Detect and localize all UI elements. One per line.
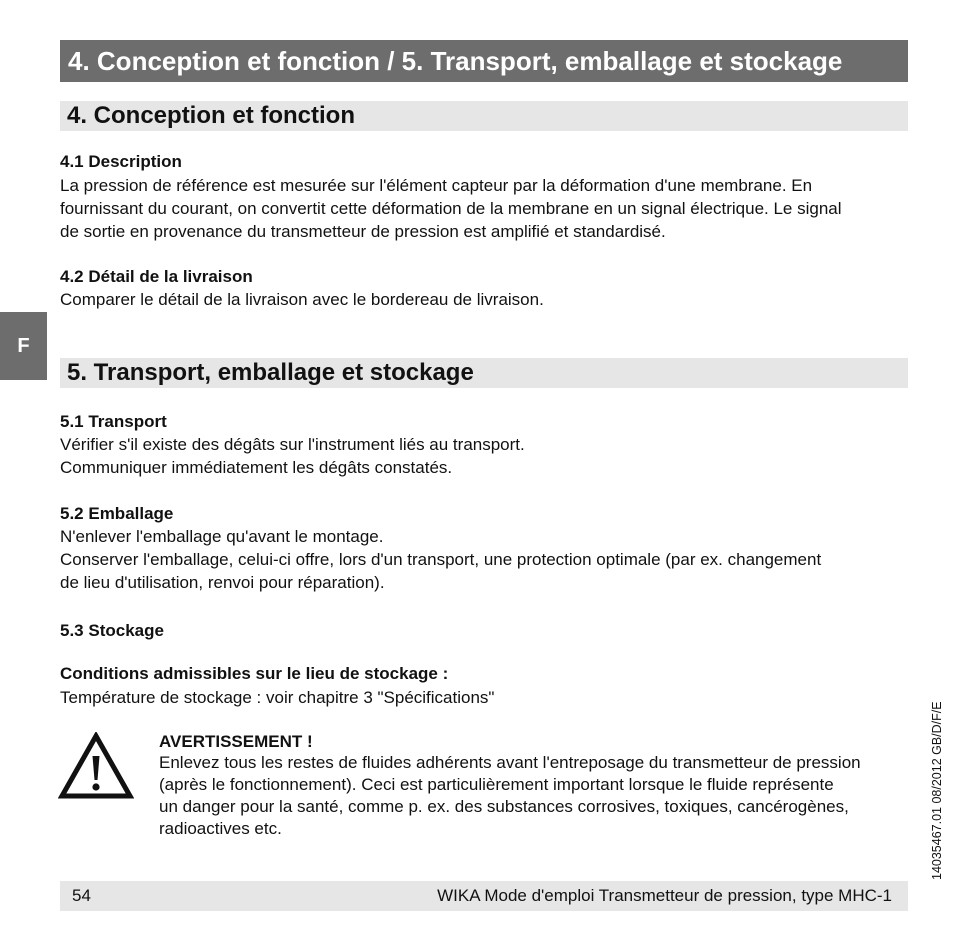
storage-conditions-text: [60, 686, 912, 709]
warning-title: AVERTISSEMENT !: [159, 732, 313, 751]
subsection-5-2-text: [60, 525, 912, 594]
warning-triangle-icon: [58, 732, 134, 800]
subsection-5-3-heading: 5.3 Stockage: [60, 621, 164, 640]
text-line: de sortie en provenance du transmetteur de pression est amplifié et standardisé.: [60, 222, 666, 241]
page-footer: [60, 881, 908, 911]
text-line: radioactives etc.: [159, 819, 282, 838]
text-line: Vérifier s'il existe des dégâts sur l'instrument liés au transport.: [60, 435, 525, 454]
subsection-5-1-text: [60, 433, 912, 479]
text-line: Enlevez tous les restes de fluides adhérents avant l'entreposage du transmetteur de pression: [159, 753, 861, 772]
subsection-4-2-text: [60, 288, 912, 311]
text-line: Comparer le détail de la livraison avec le bordereau de livraison.: [60, 290, 544, 309]
document-code: 14035467.01 08/2012 GB/D/F/E: [930, 701, 944, 880]
subsection-4-2-heading: 4.2 Détail de la livraison: [60, 267, 253, 286]
page-title: 4. Conception et fonction / 5. Transport, emballage et stockage: [60, 40, 908, 82]
text-line: fournissant du courant, on convertit cette déformation de la membrane en un signal électrique. Le signal: [60, 199, 842, 218]
text-line: Communiquer immédiatement les dégâts constatés.: [60, 458, 453, 477]
document-title: WIKA Mode d'emploi Transmetteur de pression, type MHC-1: [437, 886, 892, 905]
language-tab: [0, 312, 47, 380]
subsection-4-1-text: [60, 174, 912, 243]
text-line: de lieu d'utilisation, renvoi pour réparation).: [60, 573, 385, 592]
warning-text: [159, 752, 919, 840]
subsection-5-1-heading: 5.1 Transport: [60, 412, 167, 431]
subsection-4-1-heading: 4.1 Description: [60, 152, 182, 171]
text-line: N'enlever l'emballage qu'avant le montage.: [60, 527, 384, 546]
page-number: 54: [72, 886, 91, 905]
section-5-heading: 5. Transport, emballage et stockage: [60, 358, 908, 388]
section-4-heading: 4. Conception et fonction: [60, 101, 908, 131]
text-line: La pression de référence est mesurée sur l'élément capteur par la déformation d'une membrane. En: [60, 176, 813, 195]
language-tab-label: F: [17, 334, 30, 357]
storage-conditions-heading: Conditions admissibles sur le lieu de stockage :: [60, 664, 449, 683]
subsection-5-2-heading: 5.2 Emballage: [60, 504, 174, 523]
text-line: un danger pour la santé, comme p. ex. des substances corrosives, toxiques, cancérogènes,: [159, 797, 849, 816]
text-line: Conserver l'emballage, celui-ci offre, lors d'un transport, une protection optimale (par ex. changement: [60, 550, 822, 569]
text-line: Température de stockage : voir chapitre 3 "Spécifications": [60, 688, 495, 707]
text-line: (après le fonctionnement). Ceci est particulièrement important lorsque le fluide représente: [159, 775, 834, 794]
